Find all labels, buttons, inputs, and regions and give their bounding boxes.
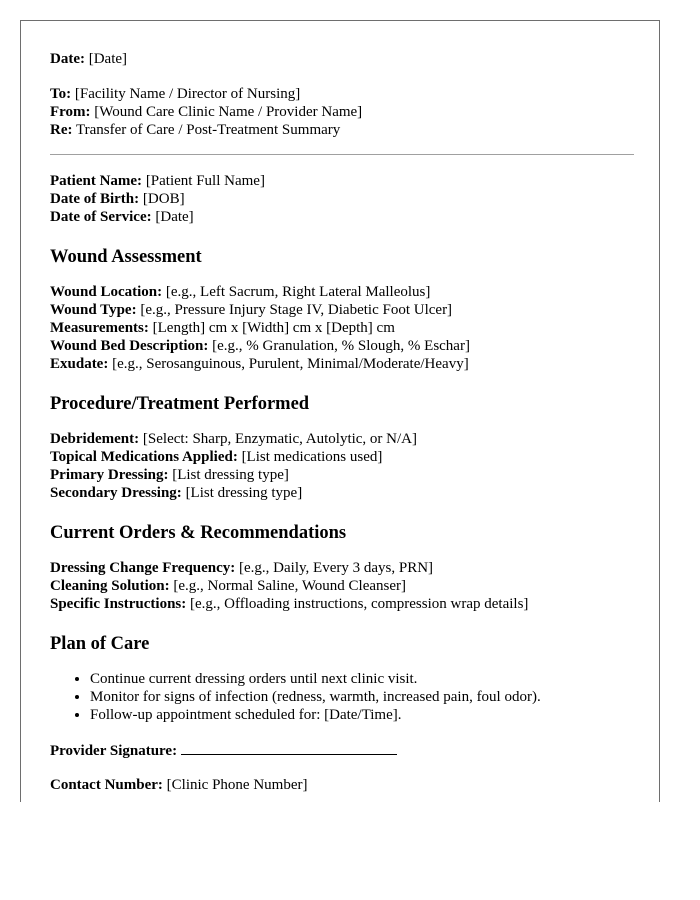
service-date-label: Date of Service: bbox=[50, 209, 152, 225]
debridement-label: Debridement: bbox=[50, 431, 140, 447]
wound-type-label: Wound Type: bbox=[50, 302, 137, 318]
patient-name-line bbox=[50, 172, 635, 190]
debridement-value: [Select: Sharp, Enzymatic, Autolytic, or N/A] bbox=[142, 431, 418, 447]
dob-label: Date of Birth: bbox=[50, 191, 140, 207]
exudate-line bbox=[50, 355, 635, 373]
plan-heading: Plan of Care bbox=[50, 634, 150, 654]
contact-value: [Clinic Phone Number] bbox=[166, 777, 308, 793]
to-line bbox=[50, 85, 635, 103]
procedure-heading: Procedure/Treatment Performed bbox=[50, 394, 310, 414]
document-content bbox=[50, 50, 635, 794]
patient-name-value: [Patient Full Name] bbox=[145, 173, 265, 189]
date-line bbox=[50, 50, 635, 68]
cleaning-solution-line bbox=[50, 577, 635, 595]
wound-type-value: [e.g., Pressure Injury Stage IV, Diabetic Foot Ulcer] bbox=[140, 302, 453, 318]
secondary-dressing-label: Secondary Dressing: bbox=[50, 485, 182, 501]
from-value: [Wound Care Clinic Name / Provider Name] bbox=[94, 104, 363, 120]
dressing-frequency-value: [e.g., Daily, Every 3 days, PRN] bbox=[239, 560, 434, 576]
patient-name-label: Patient Name: bbox=[50, 173, 143, 189]
wound-location-label: Wound Location: bbox=[50, 284, 163, 300]
from-line bbox=[50, 103, 635, 121]
debridement-line bbox=[50, 430, 635, 448]
topical-medications-line bbox=[50, 448, 635, 466]
exudate-value: [e.g., Serosanguinous, Purulent, Minimal/Moderate/Heavy] bbox=[112, 356, 469, 372]
cleaning-solution-label: Cleaning Solution: bbox=[50, 578, 170, 594]
service-date-value: [Date] bbox=[155, 209, 194, 225]
dressing-frequency-label: Dressing Change Frequency: bbox=[50, 560, 236, 576]
primary-dressing-label: Primary Dressing: bbox=[50, 467, 169, 483]
wound-bed-line bbox=[50, 337, 635, 355]
contact-label: Contact Number: bbox=[50, 777, 163, 793]
to-value: [Facility Name / Director of Nursing] bbox=[74, 86, 301, 102]
signature-label: Provider Signature: bbox=[50, 743, 178, 759]
dob-value: [DOB] bbox=[142, 191, 185, 207]
primary-dressing-line bbox=[50, 466, 635, 484]
service-date-line bbox=[50, 208, 635, 226]
cleaning-solution-value: [e.g., Normal Saline, Wound Cleanser] bbox=[173, 578, 406, 594]
wound-bed-value: [e.g., % Granulation, % Slough, % Eschar] bbox=[212, 338, 470, 354]
dob-line bbox=[50, 190, 635, 208]
date-label: Date: bbox=[50, 51, 85, 67]
wound-location-value: [e.g., Left Sacrum, Right Lateral Malleolus] bbox=[165, 284, 431, 300]
re-value: Transfer of Care / Post-Treatment Summary bbox=[75, 122, 341, 138]
measurements-value: [Length] cm x [Width] cm x [Depth] cm bbox=[152, 320, 395, 336]
date-value: [Date] bbox=[88, 51, 128, 67]
list-item: • Monitor for signs of infection (redness, warmth, increased pain, foul odor). bbox=[90, 688, 635, 706]
header-divider bbox=[50, 154, 634, 155]
specific-instructions-line bbox=[50, 595, 635, 613]
primary-dressing-value: [List dressing type] bbox=[172, 467, 289, 483]
list-item: • Continue current dressing orders until next clinic visit. bbox=[90, 670, 635, 688]
re-label: Re: bbox=[50, 122, 73, 138]
orders-heading: Current Orders & Recommendations bbox=[50, 523, 347, 543]
from-label: From: bbox=[50, 104, 91, 120]
signature-line bbox=[50, 741, 635, 759]
plan-list bbox=[50, 670, 635, 724]
wound-assessment-heading: Wound Assessment bbox=[50, 247, 202, 267]
measurements-line bbox=[50, 319, 635, 337]
contact-line bbox=[50, 776, 635, 794]
re-line bbox=[50, 121, 635, 139]
wound-type-line bbox=[50, 301, 635, 319]
secondary-dressing-line bbox=[50, 484, 635, 502]
measurements-label: Measurements: bbox=[50, 320, 149, 336]
list-item: • Follow-up appointment scheduled for: [Date/Time]. bbox=[90, 706, 635, 724]
document-page bbox=[20, 20, 660, 802]
signature-blank bbox=[181, 741, 397, 755]
topical-medications-value: [List medications used] bbox=[241, 449, 383, 465]
specific-instructions-label: Specific Instructions: bbox=[50, 596, 187, 612]
exudate-label: Exudate: bbox=[50, 356, 109, 372]
wound-location-line bbox=[50, 283, 635, 301]
wound-bed-label: Wound Bed Description: bbox=[50, 338, 209, 354]
to-label: To: bbox=[50, 86, 72, 102]
specific-instructions-value: [e.g., Offloading instructions, compression wrap details] bbox=[190, 596, 529, 612]
topical-medications-label: Topical Medications Applied: bbox=[50, 449, 238, 465]
secondary-dressing-value: [List dressing type] bbox=[185, 485, 303, 501]
dressing-frequency-line bbox=[50, 559, 635, 577]
